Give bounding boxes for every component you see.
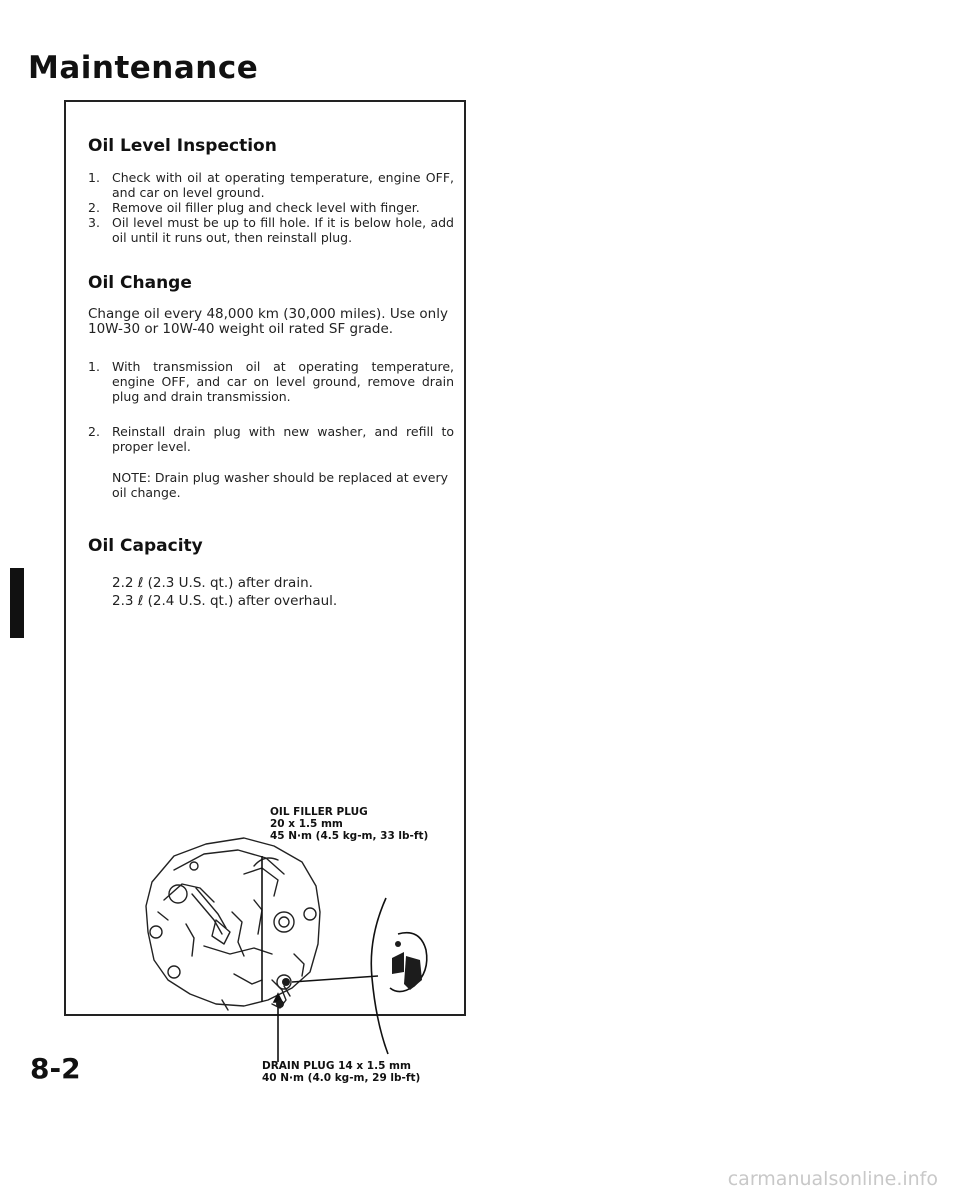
content-column (88, 136, 454, 610)
drain-plug-name-size: DRAIN PLUG 14 x 1.5 mm (262, 1060, 411, 1072)
step-text: Reinstall drain plug with new washer, and refill to proper level. (112, 424, 454, 454)
inspection-step-3 (88, 215, 454, 245)
transmission-illustration (134, 804, 454, 1084)
step-number: 1. (88, 359, 100, 374)
filler-plug-torque: 45 N·m (4.5 kg-m, 33 lb-ft) (270, 830, 429, 842)
inspection-step-2 (88, 200, 454, 215)
oil-capacity-heading: Oil Capacity (88, 536, 203, 556)
drain-plug-torque: 40 N·m (4.0 kg-m, 29 lb-ft) (262, 1072, 421, 1084)
oil-change-step-1 (88, 359, 454, 404)
oil-change-section (88, 273, 454, 500)
capacity-after-drain: 2.2 ℓ (2.3 U.S. qt.) after drain. (112, 575, 313, 591)
oil-capacity-section (88, 536, 454, 610)
section-thumb-tab (10, 568, 24, 638)
step-text: Check with oil at operating temperature, engine OFF, and car on level ground. (112, 170, 454, 200)
oil-level-inspection-heading: Oil Level Inspection (88, 136, 277, 156)
filler-plug-name: OIL FILLER PLUG (270, 806, 368, 818)
oil-change-steps (88, 359, 454, 454)
oil-change-intro: Change oil every 48,000 km (30,000 miles). Use only 10W-30 or 10W-40 weight oil rated SF grade. (88, 306, 448, 337)
oil-level-inspection-section (88, 136, 454, 245)
oil-change-step-2 (88, 424, 454, 454)
filler-plug-callout (270, 806, 428, 842)
transmission-diagram (134, 804, 454, 1084)
page-title: Maintenance (28, 50, 259, 86)
step-number: 3. (88, 215, 100, 230)
step-text: With transmission oil at operating temperature, engine OFF, and car on level ground, remove drain plug and drain transmission. (112, 359, 454, 404)
step-number: 2. (88, 200, 100, 215)
capacity-after-overhaul: 2.3 ℓ (2.4 U.S. qt.) after overhaul. (112, 593, 338, 609)
inspection-steps (88, 170, 454, 245)
content-box (64, 100, 466, 1084)
watermark-text: carmanualsonline.info (727, 1168, 938, 1190)
drain-washer-note: NOTE: Drain plug washer should be replaced at every oil change. (112, 470, 448, 500)
step-text: Remove oil filler plug and check level with finger. (112, 200, 420, 215)
filler-plug-size: 20 x 1.5 mm (270, 818, 343, 830)
page-number: 8-2 (30, 1052, 81, 1085)
inspection-step-1 (88, 170, 454, 200)
oil-change-heading: Oil Change (88, 273, 192, 293)
step-text: Oil level must be up to fill hole. If it is below hole, add oil until it runs out, then reinstall plug. (112, 215, 454, 245)
drain-plug-callout (262, 1060, 420, 1084)
step-number: 1. (88, 170, 100, 185)
step-number: 2. (88, 424, 100, 439)
